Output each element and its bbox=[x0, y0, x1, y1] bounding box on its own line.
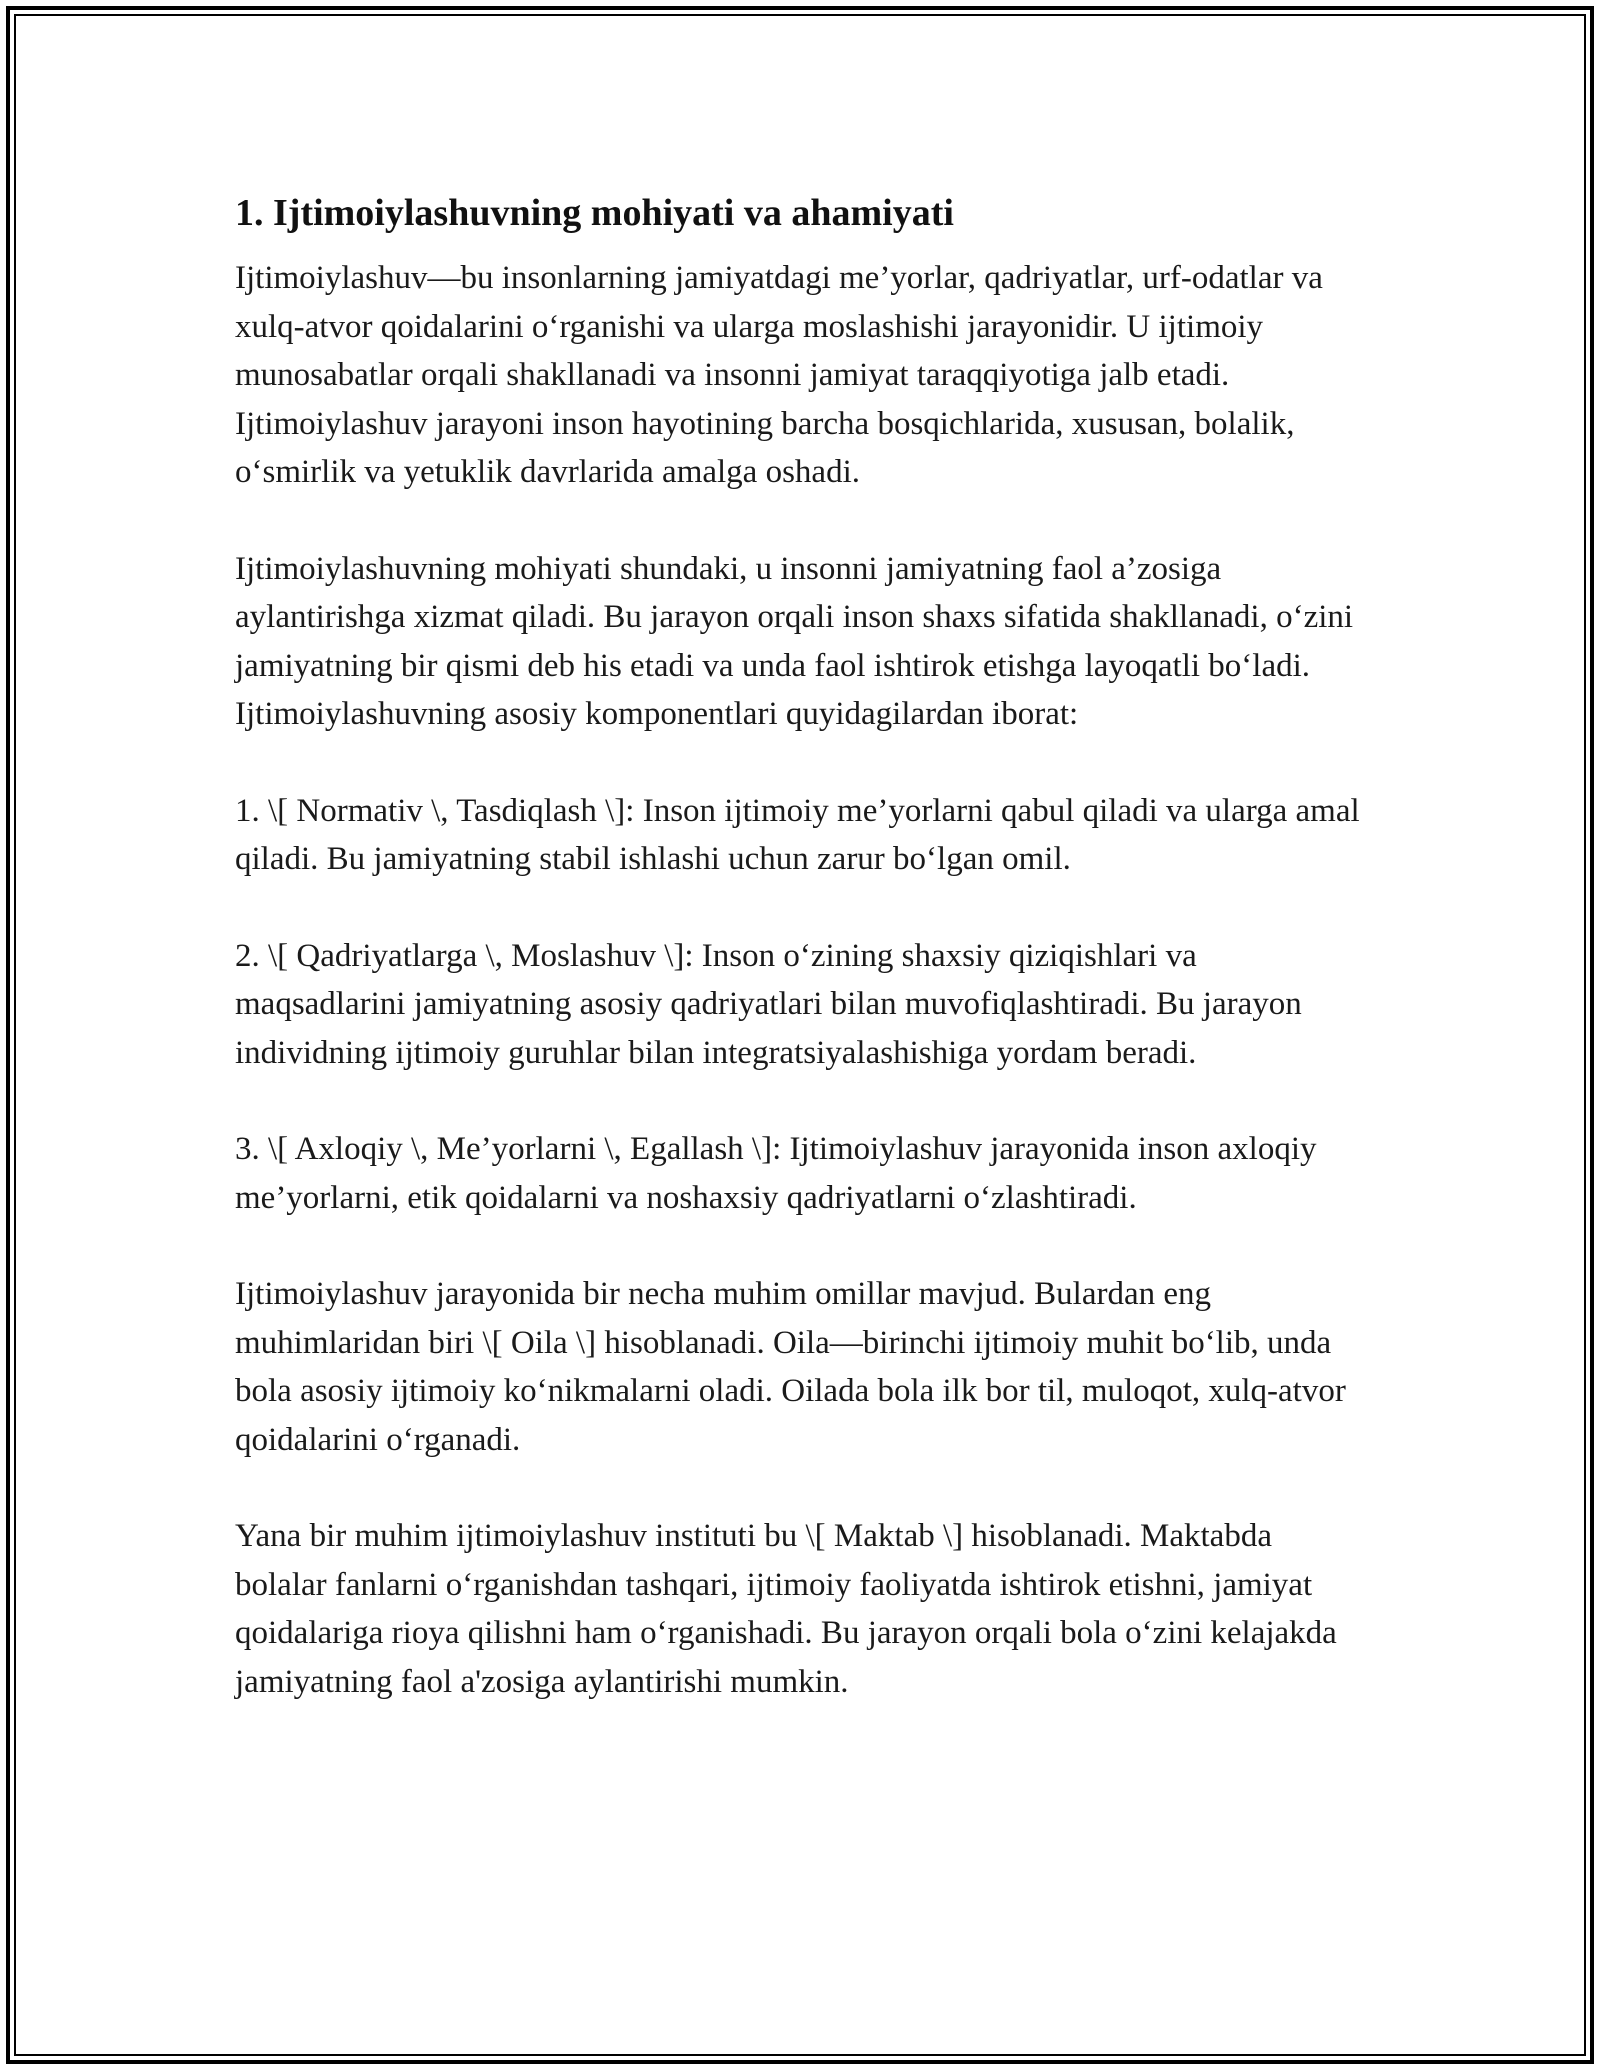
list-item-ethics: 3. \[ Axloqiy \, Me’yorlarni \, Egallash \]: Ijtimoiylashuv jarayonida inson axloqiy me’yorlarni, etik qoidalarni va noshaxsiy qadriyatlarni o‘zlashtiradi. bbox=[235, 1131, 1317, 1216]
section-heading: 1. Ijtimoiylashuvning mohiyati va ahamiyati bbox=[235, 192, 954, 234]
document-body bbox=[235, 188, 1370, 1754]
paragraph-definition: Ijtimoiylashuv—bu insonlarning jamiyatdagi me’yorlar, qadriyatlar, urf-odatlar va xulq-atvor qoidalarini o‘rganishi va ularga moslashishi jarayonidir. U ijtimoiy munosabatlar orqali shakllanadi va insonni jamiyat taraqqiyotiga jalb etadi. Ijtimoiylashuv jarayoni inson hayotining barcha bosqichlarida, xususan, bolalik, o‘smirlik va yetuklik davrlarida amalga oshadi. bbox=[235, 260, 1323, 490]
list-item-values: 2. \[ Qadriyatlarga \, Moslashuv \]: Inson o‘zining shaxsiy qiziqishlari va maqsadlarini jamiyatning asosiy qadriyatlari bilan muvofiqlashtiradi. Bu jarayon individning ijtimoiy guruhlar bilan integratsiyalashishiga yordam beradi. bbox=[235, 937, 1302, 1071]
paragraph-school: Yana bir muhim ijtimoiylashuv instituti bu \[ Maktab \] hisoblanadi. Maktabda bolalar fanlarni o‘rganishdan tashqari, ijtimoiy faoliyatda ishtirok etishni, jamiyat qoidalariga rioya qilishni ham o‘rganishadi. Bu jarayon orqali bola o‘zini kelajakda jamiyatning faol a'zosiga aylantirishi mumkin. bbox=[235, 1518, 1337, 1700]
paragraph-family: Ijtimoiylashuv jarayonida bir necha muhim omillar mavjud. Bulardan eng muhimlaridan biri \[ Oila \] hisoblanadi. Oila—birinchi ijtimoiy muhit bo‘lib, unda bola asosiy ijtimoiy ko‘nikmalarni oladi. Oilada bola ilk bor til, muloqot, xulq-atvor qoidalarini o‘rganadi. bbox=[235, 1276, 1346, 1458]
paragraph-essence: Ijtimoiylashuvning mohiyati shundaki, u insonni jamiyatning faol a’zosiga aylantirishga xizmat qiladi. Bu jarayon orqali inson shaxs sifatida shakllanadi, o‘zini jamiyatning bir qismi deb his etadi va unda faol ishtirok etishga layoqatli bo‘ladi. Ijtimoiylashuvning asosiy komponentlari quyidagilardan iborat: bbox=[235, 550, 1354, 732]
list-item-normative: 1. \[ Normativ \, Tasdiqlash \]: Inson ijtimoiy me’yorlarni qabul qiladi va ularga amal qiladi. Bu jamiyatning stabil ishlashi uchun zarur bo‘lgan omil. bbox=[235, 792, 1360, 877]
